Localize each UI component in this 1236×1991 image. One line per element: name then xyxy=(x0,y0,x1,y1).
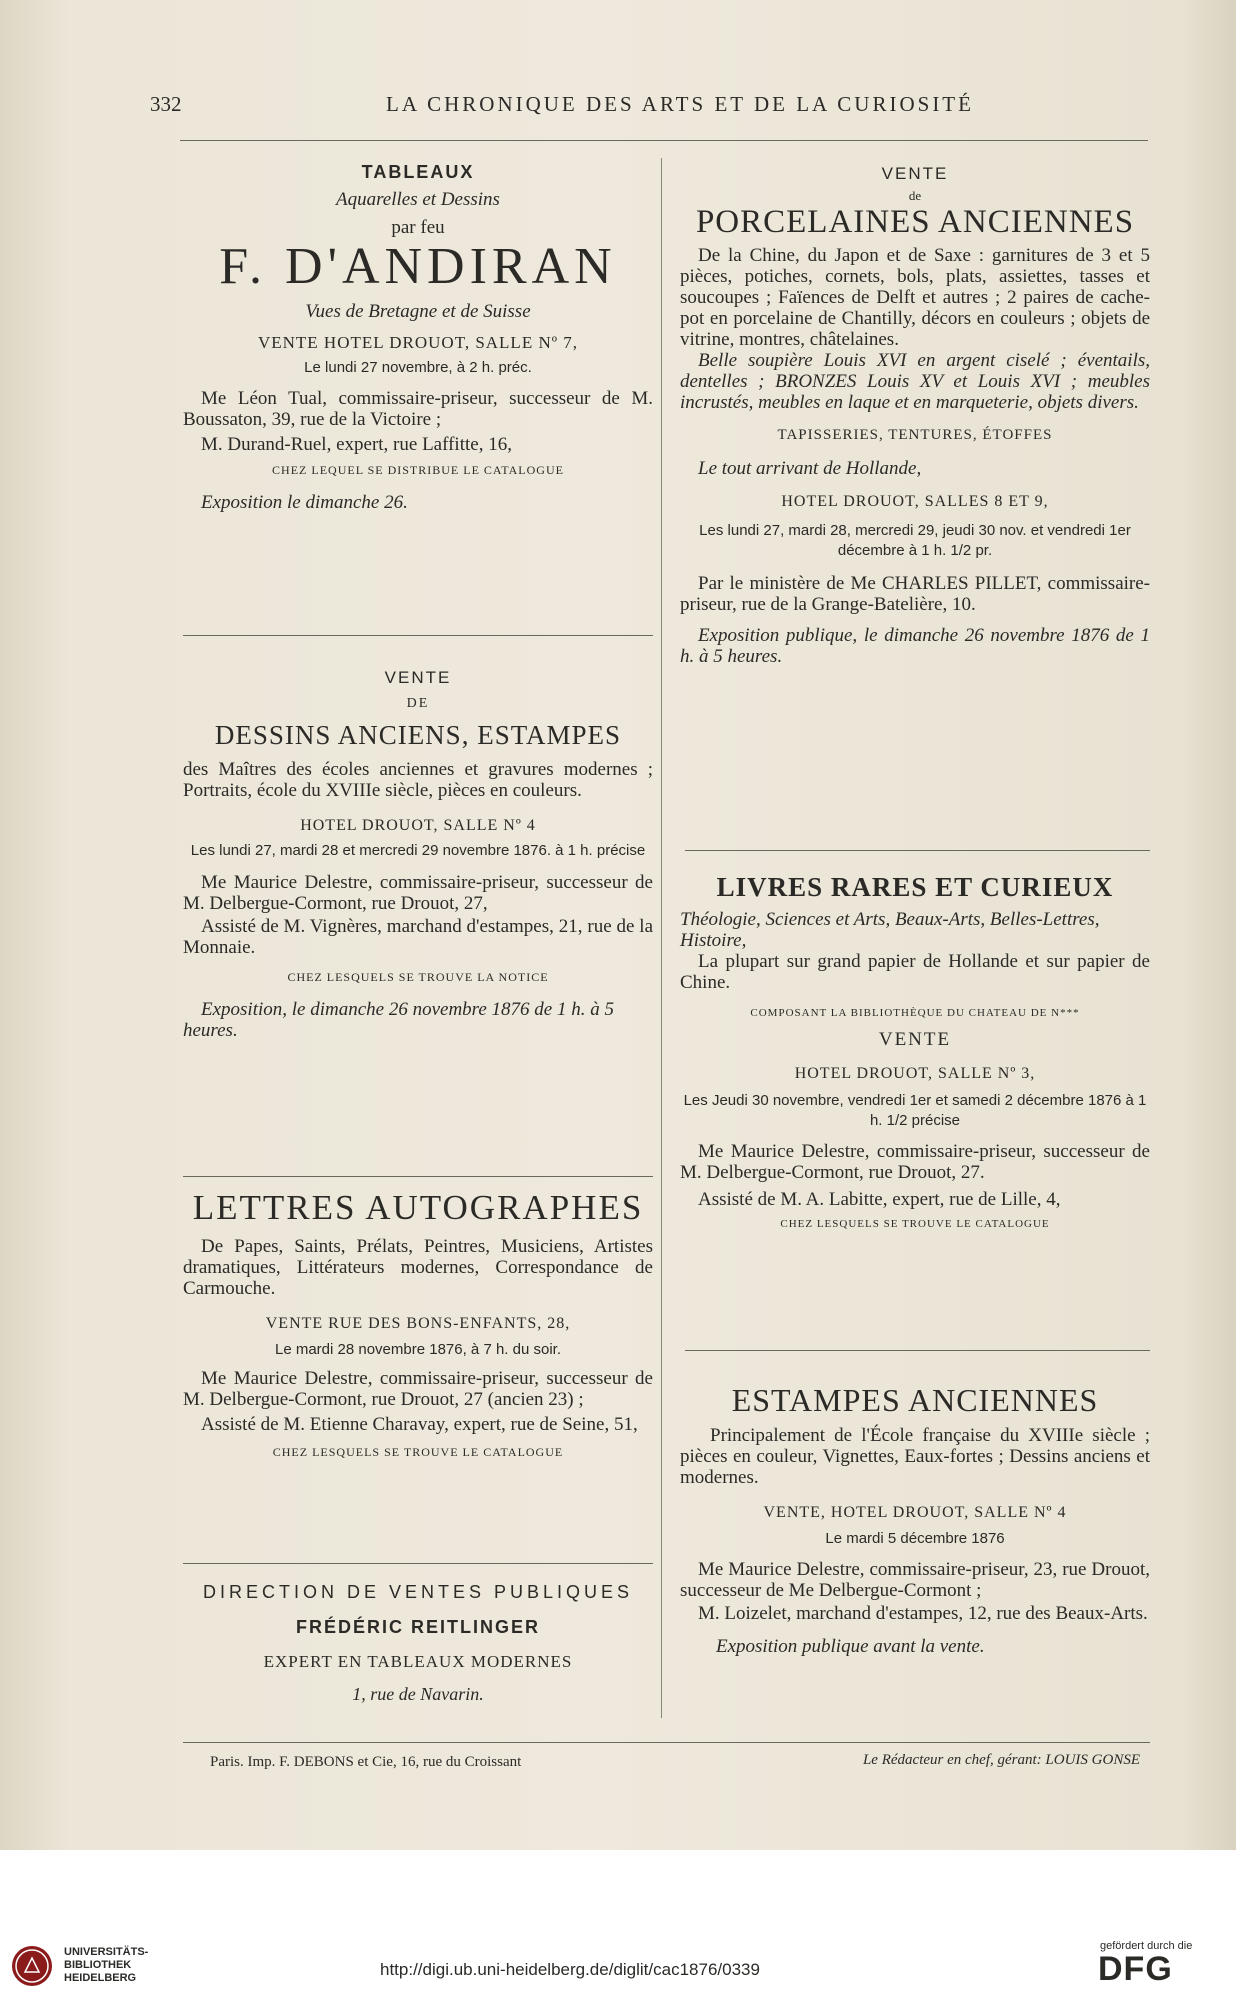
digitization-bar xyxy=(0,1850,1236,1989)
estampes-date: Le mardi 5 décembre 1876 xyxy=(825,1530,1005,1547)
livres-note: CHEZ LESQUELS SE TROUVE LE CATALOGUE xyxy=(780,1218,1050,1230)
permalink[interactable]: http://digi.ub.uni-heidelberg.de/diglit/cac1876/0339 xyxy=(380,1960,760,1979)
journal-title: LA CHRONIQUE DES ARTS ET DE LA CURIOSITÉ xyxy=(386,92,974,116)
rule-4 xyxy=(685,850,1150,851)
andiran-sub2: par feu xyxy=(391,217,445,238)
funded-by: gefördert durch die xyxy=(1100,1940,1193,1952)
andiran-date: Le lundi 27 novembre, à 2 h. préc. xyxy=(304,359,532,376)
porcelaines-venue: HOTEL DROUOT, SALLES 8 ET 9, xyxy=(781,493,1049,510)
reitlinger-advert xyxy=(183,1582,653,1705)
livres-desc: Théologie, Sciences et Arts, Beaux-Arts, Belles-Lettres, Histoire, xyxy=(680,909,1100,951)
header-rule xyxy=(180,140,1148,141)
livres-auctioneer: Me Maurice Delestre, commissaire-priseur, successeur de M. Delbergue-Cormont, rue Drouot, 27. xyxy=(680,1141,1150,1183)
livres-venue: HOTEL DROUOT, SALLE Nº 3, xyxy=(794,1065,1036,1082)
lettres-advert xyxy=(183,1188,653,1460)
dessins-expo: Exposition, le dimanche 26 novembre 1876 de 1 h. à 5 heures. xyxy=(183,999,614,1041)
dessins-vente: VENTE xyxy=(384,668,452,687)
dessins-advert xyxy=(183,668,653,1041)
porcelaines-expo: Exposition publique, le dimanche 26 novembre 1876 de 1 h. à 5 heures. xyxy=(680,625,1150,667)
rule-1 xyxy=(183,635,653,636)
library-name-line2: BIBLIOTHEK xyxy=(64,1959,132,1971)
printer-credit: Paris. Imp. F. DEBONS et Cie, 16, rue du Croissant xyxy=(210,1754,522,1770)
dessins-date: Les lundi 27, mardi 28 et mercredi 29 novembre 1876. à 1 h. précise xyxy=(190,842,646,859)
estampes-dealer: M. Loizelet, marchand d'estampes, 12, rue des Beaux-Arts. xyxy=(698,1603,1148,1624)
estampes-advert xyxy=(680,1382,1150,1657)
lettres-desc: De Papes, Saints, Prélats, Peintres, Musiciens, Artistes dramatiques, Littérateurs modernes, Correspondance de Carmouche. xyxy=(183,1236,653,1299)
dessins-desc: des Maîtres des écoles anciennes et gravures modernes ; Portraits, école du XVIIIe siècle, pièces en couleurs. xyxy=(183,759,653,801)
livres-composant: COMPOSANT LA BIBLIOTHÈQUE DU CHATEAU DE N*** xyxy=(750,1007,1080,1019)
porcelaines-advert xyxy=(680,164,1150,667)
andiran-auctioneer: Me Léon Tual, commissaire-priseur, successeur de M. Boussaton, 39, rue de la Victoire ; xyxy=(183,388,653,430)
rule-5 xyxy=(685,1350,1150,1351)
livres-title: LIVRES RARES ET CURIEUX xyxy=(716,872,1114,902)
porcelaines-desc2: Belle soupière Louis XVI en argent ciselé ; éventails, dentelles ; BRONZES Louis XV et Louis XVI ; meubles incrustés, meubles en laque et en marqueterie, objets divers. xyxy=(680,350,1150,413)
editor-credit: Le Rédacteur en chef, gérant: LOUIS GONSE xyxy=(862,1752,1140,1768)
direction-line3: EXPERT EN TABLEAUX MODERNES xyxy=(263,1652,573,1671)
column-divider xyxy=(661,158,662,1718)
estampes-title: ESTAMPES ANCIENNES xyxy=(731,1382,1099,1418)
library-name-line1: UNIVERSITÄTS- xyxy=(64,1946,149,1958)
porcelaines-tapis: TAPISSERIES, TENTURES, ÉTOFFES xyxy=(777,427,1053,443)
rule-2 xyxy=(183,1176,653,1177)
estampes-expo: Exposition publique avant la vente. xyxy=(716,1636,985,1657)
dessins-note: CHEZ LESQUELS SE TROUVE LA NOTICE xyxy=(287,970,549,984)
estampes-desc: Principalement de l'École française du XVIIIe siècle ; pièces en couleur, Vignettes, Eaux-fortes ; Dessins anciens et modernes. xyxy=(680,1425,1150,1488)
porcelaines-de: de xyxy=(908,188,922,203)
porcelaines-date: Les lundi 27, mardi 28, mercredi 29, jeudi 30 nov. et vendredi 1er décembre à 1 h. 1/2 pr. xyxy=(699,522,1131,559)
porcelaines-auctioneer: Par le ministère de Me CHARLES PILLET, commissaire-priseur, rue de la Grange-Batelière, 10. xyxy=(680,573,1150,615)
lettres-date: Le mardi 28 novembre 1876, à 7 h. du soir. xyxy=(274,1341,561,1358)
porcelaines-hollande: Le tout arrivant de Hollande, xyxy=(698,458,922,479)
lettres-title: LETTRES AUTOGRAPHES xyxy=(192,1188,644,1227)
livres-desc2: La plupart sur grand papier de Hollande et sur papier de Chine. xyxy=(680,951,1150,993)
direction-line4: 1, rue de Navarin. xyxy=(352,1684,484,1704)
lettres-assistant: Assisté de M. Etienne Charavay, expert, rue de Seine, 51, xyxy=(201,1414,638,1435)
andiran-views: Vues de Bretagne et de Suisse xyxy=(305,301,531,322)
lettres-venue: VENTE RUE DES BONS-ENFANTS, 28, xyxy=(265,1315,571,1332)
andiran-sub1: Aquarelles et Dessins xyxy=(336,189,500,210)
estampes-venue: VENTE, HOTEL DROUOT, SALLE Nº 4 xyxy=(763,1504,1067,1521)
dessins-title: DESSINS ANCIENS, ESTAMPES xyxy=(214,720,622,750)
dessins-assistant: Assisté de M. Vignères, marchand d'estampes, 21, rue de la Monnaie. xyxy=(183,916,653,958)
dessins-de: DE xyxy=(406,696,430,711)
andiran-name: F. D'ANDIRAN xyxy=(219,238,617,295)
dfg-logo: DFG xyxy=(1098,1950,1173,1988)
andiran-heading: TABLEAUX xyxy=(361,162,475,182)
direction-line2: FRÉDÉRIC REITLINGER xyxy=(295,1617,540,1637)
livres-date: Les Jeudi 30 novembre, vendredi 1er et samedi 2 décembre 1876 à 1 h. 1/2 précise xyxy=(683,1092,1147,1129)
heidelberg-seal-icon xyxy=(12,1946,52,1986)
estampes-auctioneer: Me Maurice Delestre, commissaire-priseur, 23, rue Drouot, successeur de Me Delbergue-Cormont ; xyxy=(680,1559,1150,1601)
livres-vente: VENTE xyxy=(878,1029,952,1050)
andiran-advert xyxy=(183,162,653,513)
andiran-expo: Exposition le dimanche 26. xyxy=(201,492,408,513)
lettres-auctioneer: Me Maurice Delestre, commissaire-priseur, successeur de M. Delbergue-Cormont, rue Drouot, 27 (ancien 23) ; xyxy=(183,1368,653,1410)
porcelaines-vente: VENTE xyxy=(881,164,949,183)
lettres-note: CHEZ LESQUELS SE TROUVE LE CATALOGUE xyxy=(272,1445,564,1459)
livres-advert xyxy=(680,872,1150,1230)
direction-line1: DIRECTION DE VENTES PUBLIQUES xyxy=(202,1582,634,1602)
andiran-venue: VENTE HOTEL DROUOT, SALLE Nº 7, xyxy=(257,333,579,352)
rule-3 xyxy=(183,1563,653,1564)
library-name-line3: HEIDELBERG xyxy=(64,1972,137,1984)
livres-assistant: Assisté de M. A. Labitte, expert, rue de Lille, 4, xyxy=(698,1189,1061,1210)
dessins-auctioneer: Me Maurice Delestre, commissaire-priseur, successeur de M. Delbergue-Cormont, rue Drouot, 27, xyxy=(183,872,653,914)
dessins-venue: HOTEL DROUOT, SALLE Nº 4 xyxy=(300,817,536,834)
porcelaines-desc: De la Chine, du Japon et de Saxe : garnitures de 3 et 5 pièces, potiches, cornets, bols, plats, assiettes, tasses et soucoupes ; Faïences de Delft et autres ; 2 paires de cache-pot en porcelaine de Chantilly, décors en couleurs ; objets de vitrine, montres, châtelaines. xyxy=(680,245,1150,350)
andiran-note: CHEZ LEQUEL SE DISTRIBUE LE CATALOGUE xyxy=(272,463,564,477)
porcelaines-title: PORCELAINES ANCIENNES xyxy=(695,204,1135,240)
page-number: 332 xyxy=(150,92,182,116)
library-name xyxy=(64,1946,148,1985)
andiran-expert: M. Durand-Ruel, expert, rue Laffitte, 16, xyxy=(201,434,512,455)
footer-rule xyxy=(183,1742,1150,1743)
